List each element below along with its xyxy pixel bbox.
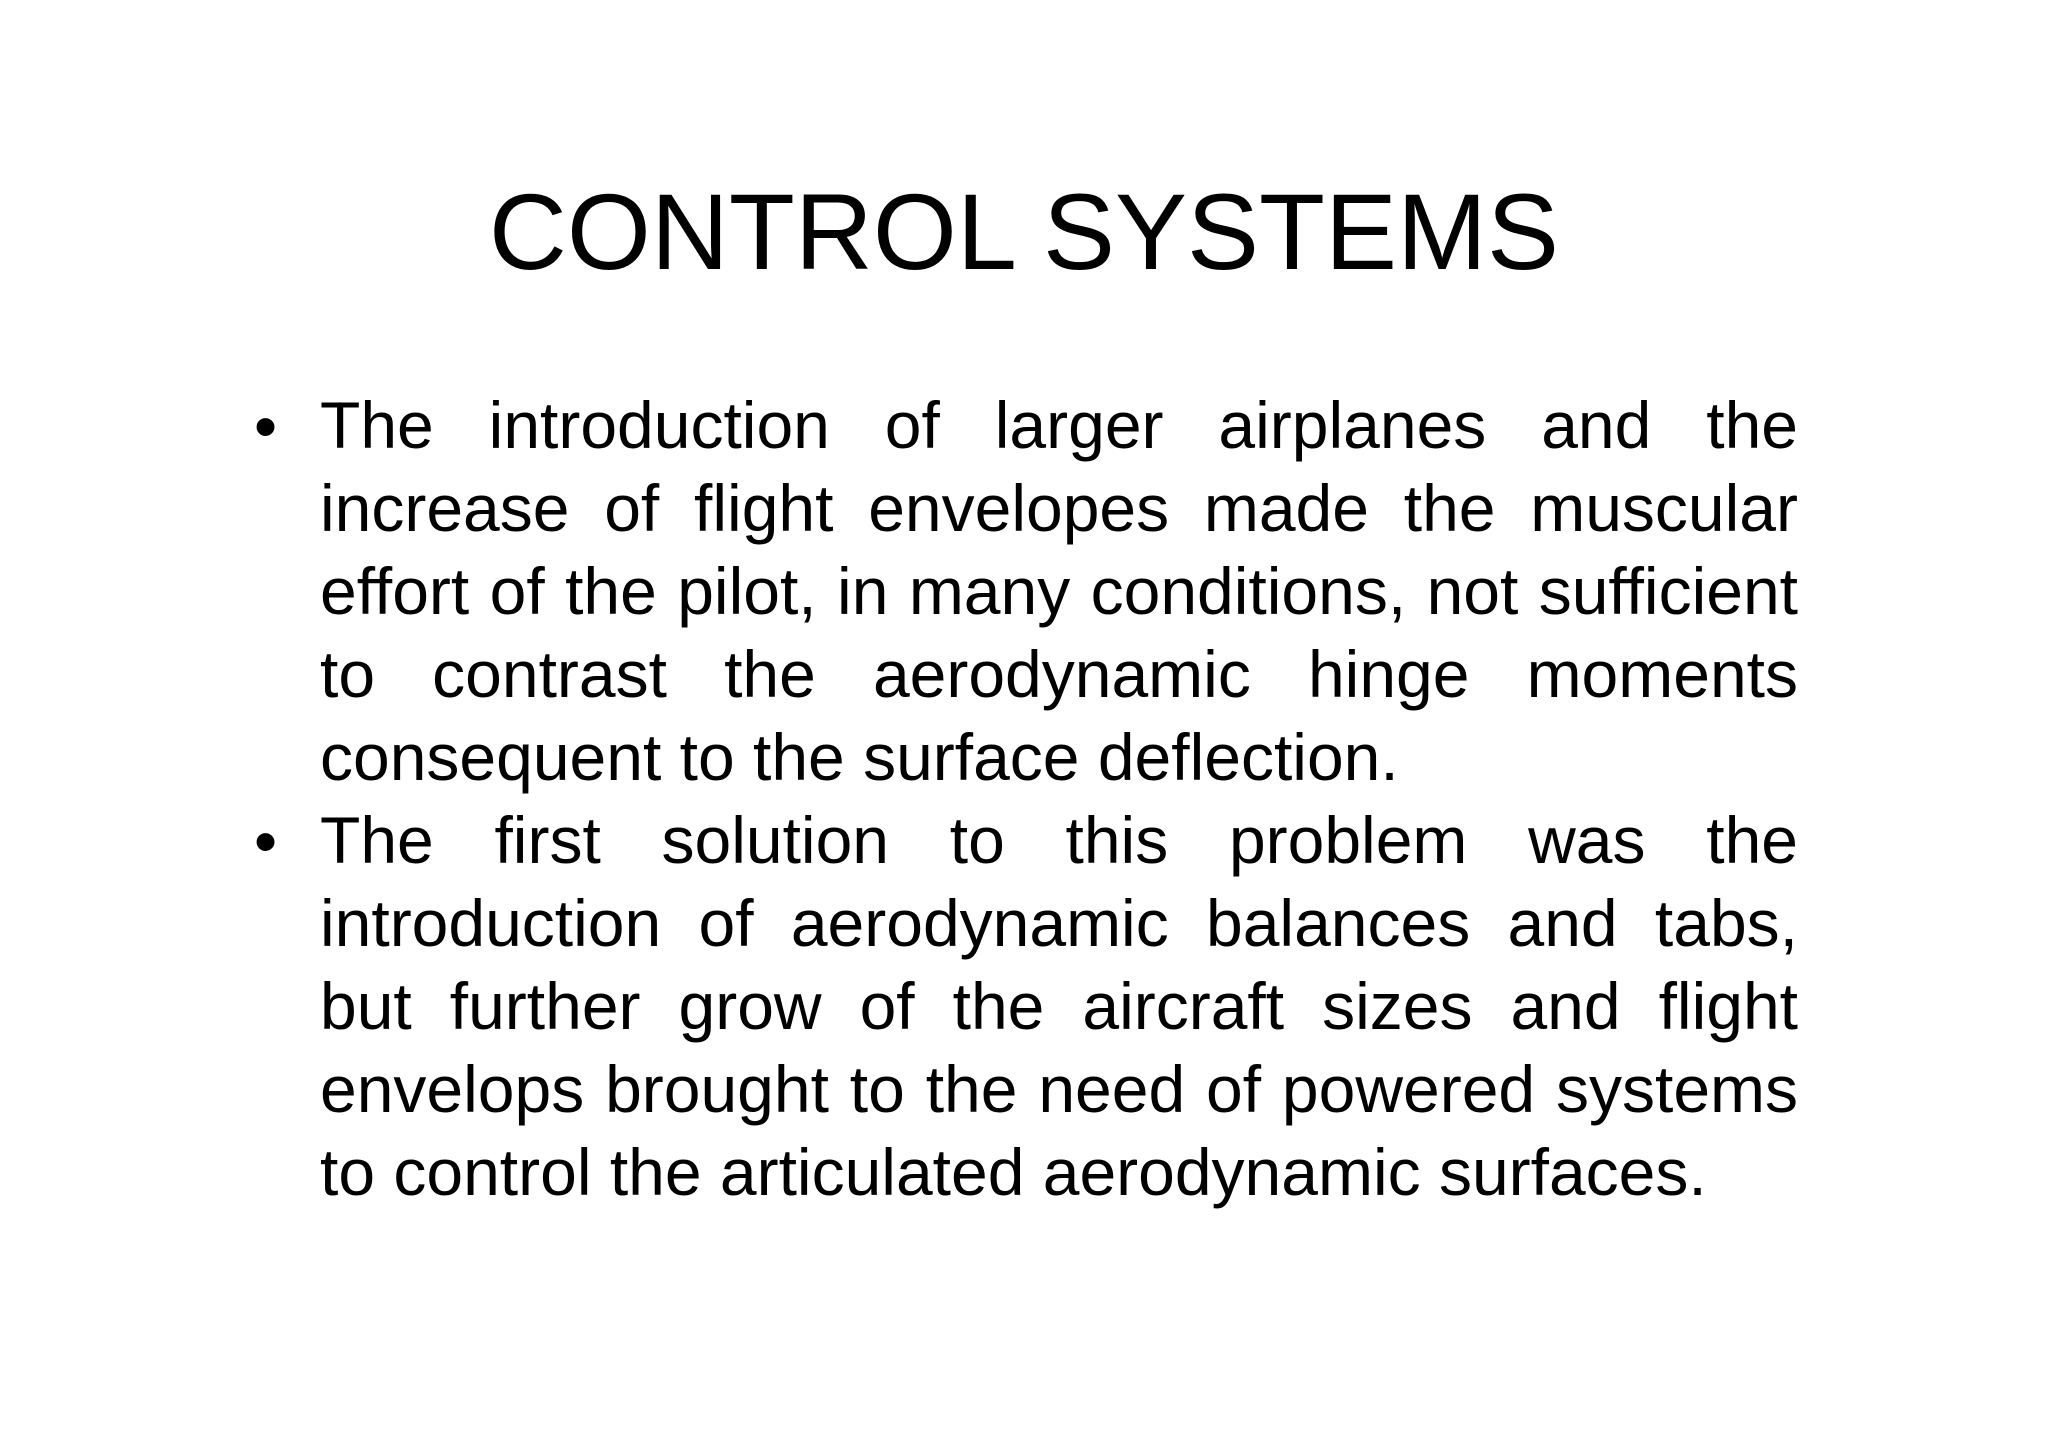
bullet-marker: • bbox=[254, 804, 278, 878]
slide-title: CONTROL SYSTEMS bbox=[488, 171, 1560, 292]
bullet-text: The introduction of larger airplanes and the increase of flight envelopes made the muscular effort of the pilot, in many conditions, not sufficient to contrast the aerodynamic hinge moments consequent to the surface deflection. bbox=[320, 388, 1798, 794]
bullet-text: The first solution to this problem was the introduction of aerodynamic balances and tabs, but further grow of the aircraft sizes and flight envelops brought to the need of powered systems to control the articulated aerodynamic surfaces. bbox=[320, 803, 1798, 1209]
bullet-item bbox=[250, 384, 1798, 799]
bullet-marker: • bbox=[254, 389, 278, 463]
bullet-item bbox=[250, 799, 1798, 1214]
bullet-list bbox=[250, 384, 1798, 1214]
